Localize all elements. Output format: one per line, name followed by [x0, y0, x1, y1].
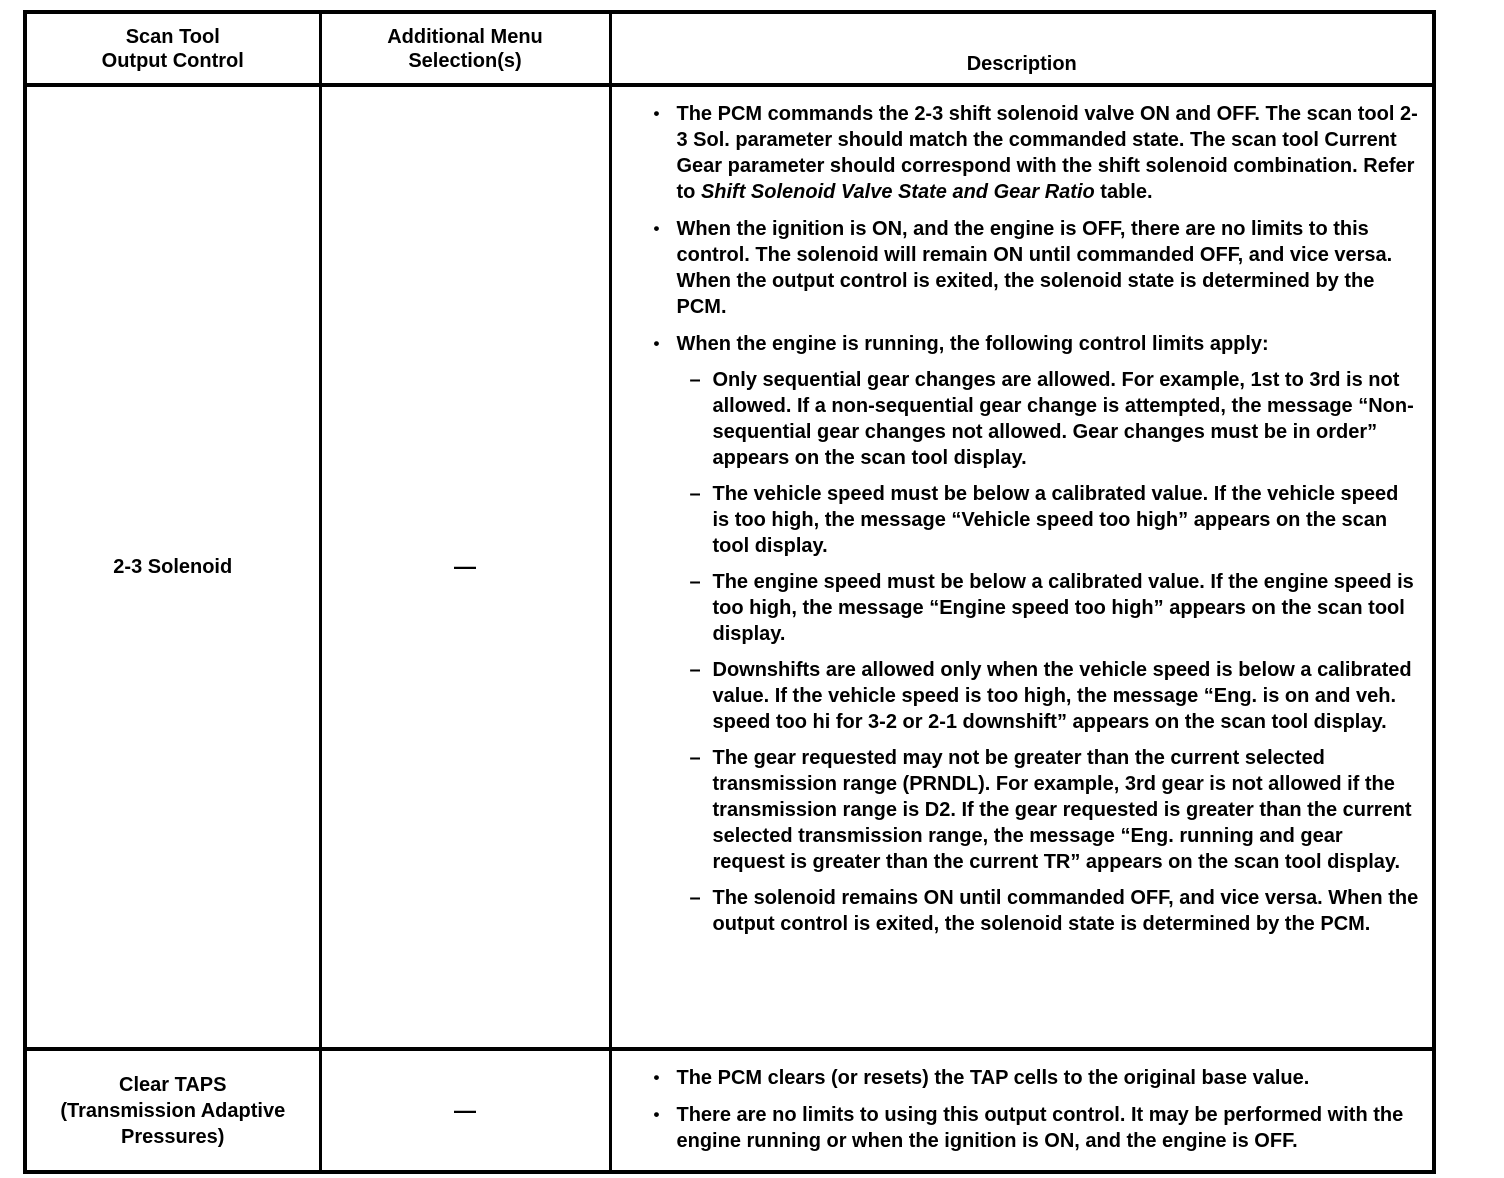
description-sub-item: [690, 481, 1421, 559]
dash-marker: –: [689, 747, 701, 769]
description-cell: [610, 85, 1434, 1049]
table-row-2-3-solenoid: [25, 85, 1434, 1049]
description-sub-item: [690, 657, 1421, 735]
header-line: Selection(s): [408, 49, 522, 72]
header-line: Additional Menu: [387, 25, 543, 48]
dash-marker: –: [689, 571, 701, 593]
output-control-cell: [25, 85, 320, 1049]
output-control-label: 2-3 Solenoid: [113, 556, 233, 578]
sub-item-text: Only sequential gear changes are allowed. For example, 1st to 3rd is not allowed. If a non-sequential gear change is attempted, the message “Non-sequential gear changes not allowed. Gear changes must be in order” appears on the scan tool display.: [712, 369, 1414, 469]
bullet-text-segment: The PCM commands the 2-3 shift solenoid valve ON and OFF. The scan tool 2-3 Sol. parameter should match the commanded state. The scan tool Current Gear parameter should correspond with the shift solenoid combination. Refer to: [676, 103, 1418, 203]
bullet-text: The PCM clears (or resets) the TAP cells to the original base value.: [676, 1067, 1310, 1089]
header-line: Description: [966, 53, 1077, 75]
output-control-label-line: Pressures): [121, 1125, 225, 1148]
header-description: [610, 12, 1434, 85]
description-bullet: [654, 1102, 1421, 1154]
sub-item-text: The solenoid remains ON until commanded OFF, and vice versa. When the output control is exited, the solenoid state is determined by the PCM.: [712, 887, 1419, 935]
table-header-row: [25, 12, 1434, 85]
bullet-text: There are no limits to using this output control. It may be performed with the engine running or when the ignition is ON, and the engine is OFF.: [676, 1104, 1404, 1152]
sub-item-text: The vehicle speed must be below a calibrated value. If the vehicle speed is too high, the message “Vehicle speed too high” appears on the scan tool display.: [712, 483, 1399, 557]
description-cell: [610, 1049, 1434, 1172]
description-sub-item: [690, 885, 1421, 937]
description-sub-item: [690, 745, 1421, 875]
bullet-text: [677, 101, 1421, 205]
output-control-cell: [25, 1049, 320, 1172]
header-additional-menu-selections: [320, 12, 610, 85]
additional-menu-cell: [320, 85, 610, 1049]
bullet-marker: •: [653, 1068, 660, 1087]
menu-dash: —: [454, 554, 476, 579]
description-bullet: [654, 216, 1421, 320]
bullet-marker: •: [653, 104, 660, 123]
header-line: Output Control: [101, 49, 244, 72]
menu-dash: —: [454, 1097, 476, 1123]
bullet-text-italic: Shift Solenoid Valve State and Gear Ratio: [700, 181, 1095, 203]
description-sub-item: [690, 569, 1421, 647]
description-bullet: [654, 1065, 1421, 1091]
additional-menu-cell: [320, 1049, 610, 1172]
output-control-label-line: Clear TAPS: [119, 1073, 227, 1096]
bullet-text-segment: table.: [1094, 181, 1153, 203]
sub-item-text: The engine speed must be below a calibrated value. If the engine speed is too high, the message “Engine speed too high” appears on the scan tool display.: [712, 571, 1414, 645]
bullet-text: When the ignition is ON, and the engine is OFF, there are no limits to this control. The solenoid will remain ON until commanded OFF, and vice versa. When the output control is exited, the solenoid state is determined by the PCM.: [676, 218, 1393, 318]
dash-marker: –: [689, 659, 701, 681]
bullet-marker: •: [653, 1105, 660, 1124]
header-line: Scan Tool: [125, 25, 220, 48]
scan-tool-output-control-table: [23, 10, 1436, 1174]
output-control-label-line: (Transmission Adaptive: [60, 1099, 286, 1122]
bullet-marker: •: [653, 334, 660, 353]
dash-marker: –: [689, 887, 701, 909]
description-bullet: [654, 101, 1421, 205]
sub-item-text: Downshifts are allowed only when the vehicle speed is below a calibrated value. If the vehicle speed is too high, the message “Eng. is on and veh. speed too hi for 3-2 or 2-1 downshift” appears on the scan tool display.: [712, 659, 1412, 733]
table-row-clear-taps: [25, 1049, 1434, 1172]
dash-marker: –: [689, 483, 701, 505]
bullet-marker: •: [653, 219, 660, 238]
dash-marker: –: [689, 369, 701, 391]
sub-item-text: The gear requested may not be greater than the current selected transmission range (PRNDL). For example, 3rd gear is not allowed if the transmission range is D2. If the gear requested is greater than the current selected transmission range, the message “Eng. running and gear request is greater than the current TR” appears on the scan tool display.: [712, 747, 1412, 873]
description-bullet: [654, 331, 1421, 357]
bullet-text: When the engine is running, the following control limits apply:: [676, 333, 1269, 355]
description-sub-item: [690, 367, 1421, 471]
header-scan-tool-output-control: [25, 12, 320, 85]
